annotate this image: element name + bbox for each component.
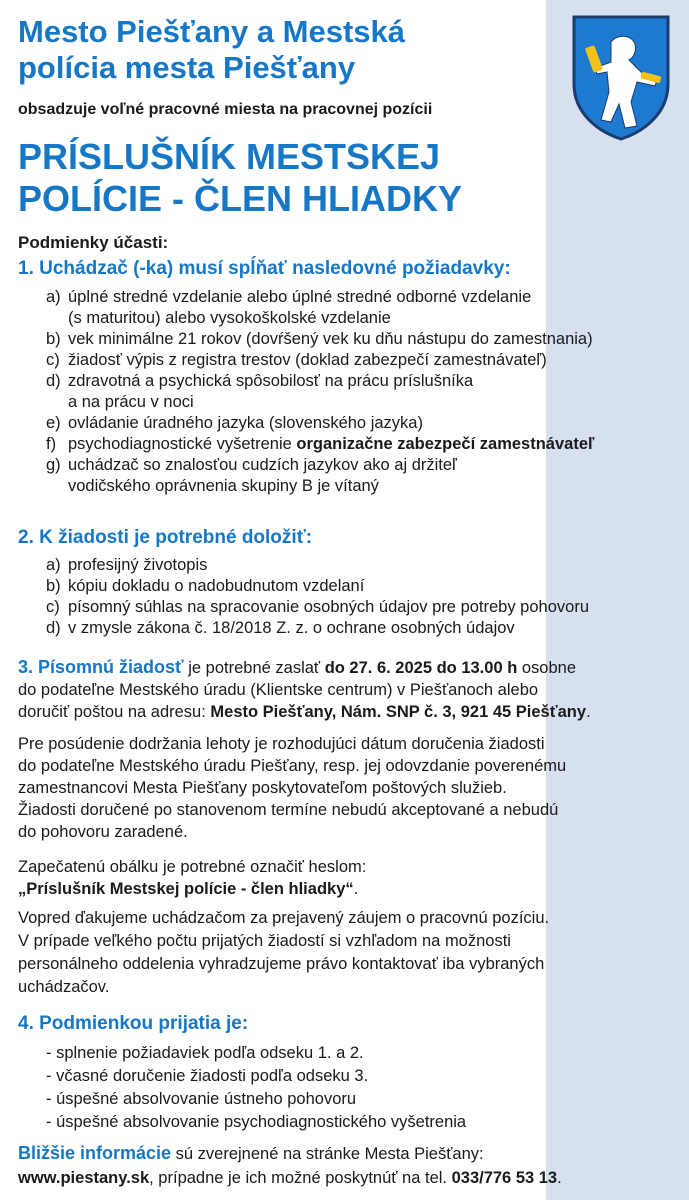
position-line-2: POLÍCIE - ČLEN HLIADKY xyxy=(18,178,463,219)
item-text-cont: a na prácu v noci xyxy=(68,393,194,411)
para-line: Zapečatenú obálku je potrebné označiť heslom: xyxy=(18,858,367,876)
item-text: v zmysle zákona č. 18/2018 Z. z. o ochrane osobných údajov xyxy=(68,619,515,637)
item-text: ovládanie úradného jazyka (slovenského jazyka) xyxy=(68,414,423,432)
para-line: Pre posúdenie dodržania lehoty je rozhodujúci dátum doručenia žiadosti xyxy=(18,735,545,753)
item-marker: a) xyxy=(46,288,61,306)
info-label: Bližšie informácie xyxy=(18,1143,172,1163)
list-item: - splnenie požiadaviek podľa odseku 1. a 2. xyxy=(46,1044,364,1062)
section-1-list xyxy=(46,287,594,497)
section-4-title: 4. Podmienkou prijatia je: xyxy=(18,1013,249,1034)
item-text-bold: organizačne zabezpečí zamestnávateľ xyxy=(296,435,595,453)
para-line: do pohovoru zaradené. xyxy=(18,823,188,841)
s3-text: je potrebné zaslať xyxy=(183,659,325,677)
item-marker: c) xyxy=(46,351,60,369)
s3-text: osobne xyxy=(517,659,577,677)
item-text-cont: vodičského oprávnenia skupiny B je vítaný xyxy=(68,477,379,495)
list-item xyxy=(46,618,589,639)
section-2-title: 2. K žiadosti je potrebné doložiť: xyxy=(18,527,313,548)
para-line: personálneho oddelenia vyhradzujeme právo kontaktovať iba vybraných xyxy=(18,955,545,973)
item-text: žiadosť výpis z registra trestov (doklad zabezpečí zamestnávateľ) xyxy=(68,351,547,369)
section-3-title: 3. Písomnú žiadosť xyxy=(18,657,184,677)
item-text: psychodiagnostické vyšetrenie xyxy=(68,435,297,453)
item-marker: b) xyxy=(46,577,61,595)
item-text: kópiu dokladu o nadobudnutom vzdelaní xyxy=(68,577,365,595)
footer-info xyxy=(18,1141,678,1190)
deadline-paragraph xyxy=(18,733,678,843)
item-text: profesijný životopis xyxy=(68,556,208,574)
list-item xyxy=(46,287,594,329)
deadline: do 27. 6. 2025 do 13.00 h xyxy=(324,659,518,677)
item-text: uchádzač so znalosťou cudzích jazykov ako aj držiteľ xyxy=(68,456,457,474)
section-1-title: 1. Uchádzač (-ka) musí spĺňať nasledovné požiadavky: xyxy=(18,258,511,279)
para-line: uchádzačov. xyxy=(18,978,110,996)
list-item xyxy=(46,413,594,434)
title-line-2: polícia mesta Piešťany xyxy=(18,50,356,85)
list-item xyxy=(46,329,594,350)
thanks-paragraph xyxy=(18,907,678,999)
item-text: vek minimálne 21 rokov (dovŕšený vek ku dňu nástupu do zamestnania) xyxy=(68,330,593,348)
website-link[interactable]: www.piestany.sk xyxy=(18,1169,150,1187)
envelope-paragraph xyxy=(18,856,678,900)
section-3-paragraph xyxy=(18,656,678,723)
item-marker: c) xyxy=(46,598,60,616)
para-line: Žiadosti doručené po stanovenom termíne nebudú akceptované a nebudú xyxy=(18,801,559,819)
list-item xyxy=(46,350,594,371)
footer-text: , prípadne je ich možné poskytnúť na tel. xyxy=(149,1169,452,1187)
item-text: úplné stredné vzdelanie alebo úplné stredné odborné vzdelanie xyxy=(68,288,532,306)
item-text: zdravotná a psychická spôsobilosť na prácu príslušníka xyxy=(68,372,474,390)
list-item xyxy=(46,555,589,576)
list-item: - včasné doručenie žiadosti podľa odseku 3. xyxy=(46,1067,369,1085)
section-2-list xyxy=(46,555,589,639)
main-title xyxy=(18,14,558,86)
footer-text: . xyxy=(557,1169,562,1187)
item-marker: d) xyxy=(46,372,61,390)
item-marker: f) xyxy=(46,435,57,453)
s3-text: . xyxy=(586,703,591,721)
list-item: - úspešné absolvovanie ústneho pohovoru xyxy=(46,1090,357,1108)
item-marker: a) xyxy=(46,556,61,574)
list-item xyxy=(46,455,594,497)
para-line: zamestnancovi Mesta Piešťany poskytovateľom poštových služieb. xyxy=(18,779,507,797)
para-line: do podateľne Mestského úradu Piešťany, resp. jej odovzdanie poverenému xyxy=(18,757,567,775)
list-item xyxy=(46,434,594,455)
phone-number[interactable]: 033/776 53 13 xyxy=(451,1169,558,1187)
item-text-cont: (s maturitou) alebo vysokoškolské vzdelanie xyxy=(68,309,391,327)
para-line: . xyxy=(353,880,359,898)
item-marker: g) xyxy=(46,456,61,474)
list-item: - úspešné absolvovanie psychodiagnostického vyšetrenia xyxy=(46,1113,467,1131)
position-title xyxy=(18,136,578,220)
para-line: V prípade veľkého počtu prijatých žiadostí si vzhľadom na možnosti xyxy=(18,932,511,950)
conditions-label: Podmienky účasti: xyxy=(18,233,169,252)
address: Mesto Piešťany, Nám. SNP č. 3, 921 45 Piešťany xyxy=(210,703,587,721)
list-item xyxy=(46,576,589,597)
item-text: písomný súhlas na spracovanie osobných údajov pre potreby pohovoru xyxy=(68,598,589,616)
s3-text: do podateľne Mestského úradu (Klientske centrum) v Piešťanoch alebo xyxy=(18,681,539,699)
list-item xyxy=(46,597,589,618)
item-marker: b) xyxy=(46,330,61,348)
title-line-1: Mesto Piešťany a Mestská xyxy=(18,14,406,49)
s3-text: doručiť poštou na adresu: xyxy=(18,703,211,721)
footer-text: sú zverejnené na stránke Mesta Piešťany: xyxy=(171,1145,484,1163)
subtitle: obsadzuje voľné pracovné miesta na pracovnej pozícii xyxy=(18,101,433,118)
item-marker: d) xyxy=(46,619,61,637)
section-4-list xyxy=(46,1042,466,1134)
envelope-password: „Príslušník Mestskej polície - člen hliadky“ xyxy=(18,880,354,898)
para-line: Vopred ďakujeme uchádzačom za prejavený záujem o pracovnú pozíciu. xyxy=(18,909,550,927)
position-line-1: PRÍSLUŠNÍK MESTSKEJ xyxy=(18,136,441,177)
list-item xyxy=(46,371,594,413)
item-marker: e) xyxy=(46,414,61,432)
